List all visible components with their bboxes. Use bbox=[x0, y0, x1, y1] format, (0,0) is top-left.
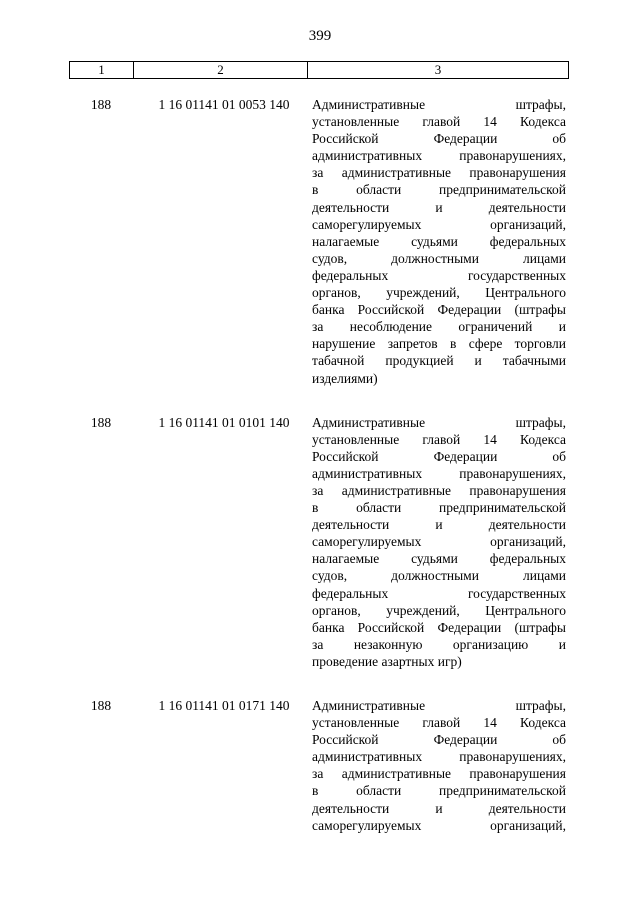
table-body bbox=[0, 96, 640, 861]
description-line: налагаемые судьями федеральных bbox=[312, 233, 566, 249]
column-header-1: 1 bbox=[70, 62, 134, 79]
budget-classification-code-cell: 1 16 01141 01 0053 140 bbox=[158, 97, 290, 112]
description-line: в области предпринимательской bbox=[312, 783, 566, 799]
description-line: административных правонарушениях, bbox=[312, 465, 566, 481]
description-line: установленные главой 14 Кодекса bbox=[312, 715, 566, 731]
description-line: банка Российской Федерации (штрафы bbox=[312, 302, 566, 318]
description-line: Российской Федерации об bbox=[312, 732, 566, 748]
column-header-table bbox=[69, 61, 569, 79]
column-header-2: 2 bbox=[134, 62, 308, 79]
description-line: административных правонарушениях, bbox=[312, 148, 566, 164]
table-row bbox=[0, 414, 640, 670]
description-cell bbox=[312, 697, 566, 834]
admin-code-cell: 188 bbox=[90, 698, 112, 713]
description-cell bbox=[312, 414, 566, 670]
admin-code-cell: 188 bbox=[90, 97, 112, 112]
description-line: в области предпринимательской bbox=[312, 182, 566, 198]
description-line: банка Российской Федерации (штрафы bbox=[312, 619, 566, 635]
description-line: нарушение запретов в сфере торговли bbox=[312, 336, 566, 352]
table-row bbox=[0, 697, 640, 834]
description-line: проведение азартных игр) bbox=[312, 653, 462, 669]
description-line: налагаемые судьями федеральных bbox=[312, 551, 566, 567]
description-line: за несоблюдение ограничений и bbox=[312, 319, 566, 335]
description-line: судов, должностными лицами bbox=[312, 568, 566, 584]
description-line: установленные главой 14 Кодекса bbox=[312, 114, 566, 130]
description-line: деятельности и деятельности bbox=[312, 517, 566, 533]
budget-classification-code-cell: 1 16 01141 01 0171 140 bbox=[158, 698, 290, 713]
description-line: федеральных государственных bbox=[312, 585, 566, 601]
description-line: за административные правонарушения bbox=[312, 482, 566, 498]
description-line: Административные штрафы, bbox=[312, 414, 566, 430]
description-line: изделиями) bbox=[312, 370, 378, 386]
table-row bbox=[0, 96, 640, 387]
description-line: Российской Федерации об bbox=[312, 131, 566, 147]
description-line: органов, учреждений, Центрального bbox=[312, 285, 566, 301]
description-line: за административные правонарушения bbox=[312, 766, 566, 782]
description-line: судов, должностными лицами bbox=[312, 250, 566, 266]
admin-code-cell: 188 bbox=[90, 414, 112, 430]
description-line: за административные правонарушения bbox=[312, 165, 566, 181]
description-line: Административные штрафы, bbox=[312, 698, 566, 713]
description-line: органов, учреждений, Центрального bbox=[312, 602, 566, 618]
budget-classification-code-cell: 1 16 01141 01 0101 140 bbox=[158, 414, 290, 430]
description-line: в области предпринимательской bbox=[312, 500, 566, 516]
description-line: федеральных государственных bbox=[312, 267, 566, 283]
column-header-row bbox=[70, 62, 569, 79]
description-line: деятельности и деятельности bbox=[312, 199, 566, 215]
description-line: деятельности и деятельности bbox=[312, 800, 566, 816]
description-cell bbox=[312, 96, 566, 387]
description-line: Административные штрафы, bbox=[312, 97, 566, 112]
description-line: установленные главой 14 Кодекса bbox=[312, 431, 566, 447]
description-line: за незаконную организацию и bbox=[312, 636, 566, 652]
column-header-3: 3 bbox=[308, 62, 569, 79]
description-line: административных правонарушениях, bbox=[312, 749, 566, 765]
description-line: Российской Федерации об bbox=[312, 448, 566, 464]
page-number: 399 bbox=[308, 28, 332, 44]
description-line: саморегулируемых организаций, bbox=[312, 817, 566, 833]
description-line: саморегулируемых организаций, bbox=[312, 534, 566, 550]
description-line: табачной продукцией и табачными bbox=[312, 353, 566, 369]
description-line: саморегулируемых организаций, bbox=[312, 216, 566, 232]
